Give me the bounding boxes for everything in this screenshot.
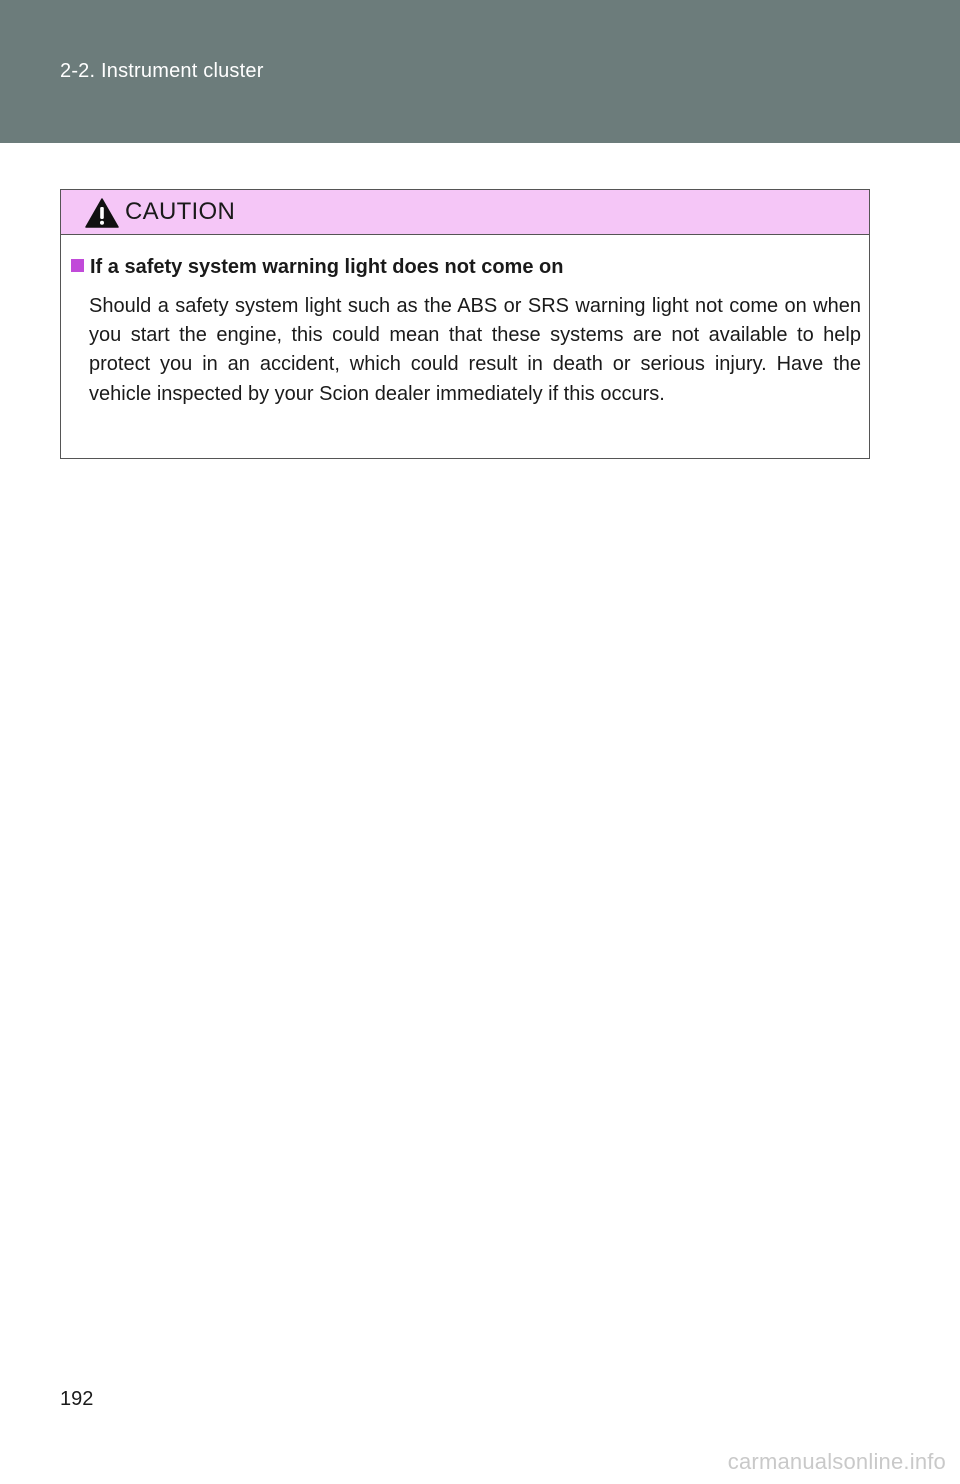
watermark: carmanualsonline.info (727, 1449, 946, 1474)
caution-item-text: Should a safety system light such as the ABS or SRS warning light not come on when you start the engine, this could mean that these systems are not available to help protect you in an accident, which could result in death or serious injury. Have the vehicle inspected by your Scion dealer immediately if this occurs. (89, 295, 861, 405)
caution-item-heading (71, 256, 563, 279)
caution-header (61, 190, 869, 235)
section-title: 2-2. Instrument cluster (60, 60, 264, 82)
bullet-square-icon (71, 259, 84, 272)
page-number: 192 (60, 1388, 94, 1410)
caution-label: CAUTION (125, 198, 236, 225)
warning-triangle-icon (85, 198, 119, 228)
caution-item-heading-text: If a safety system warning light does not come on (90, 256, 564, 278)
page-header (0, 0, 960, 143)
caution-box (60, 189, 870, 459)
